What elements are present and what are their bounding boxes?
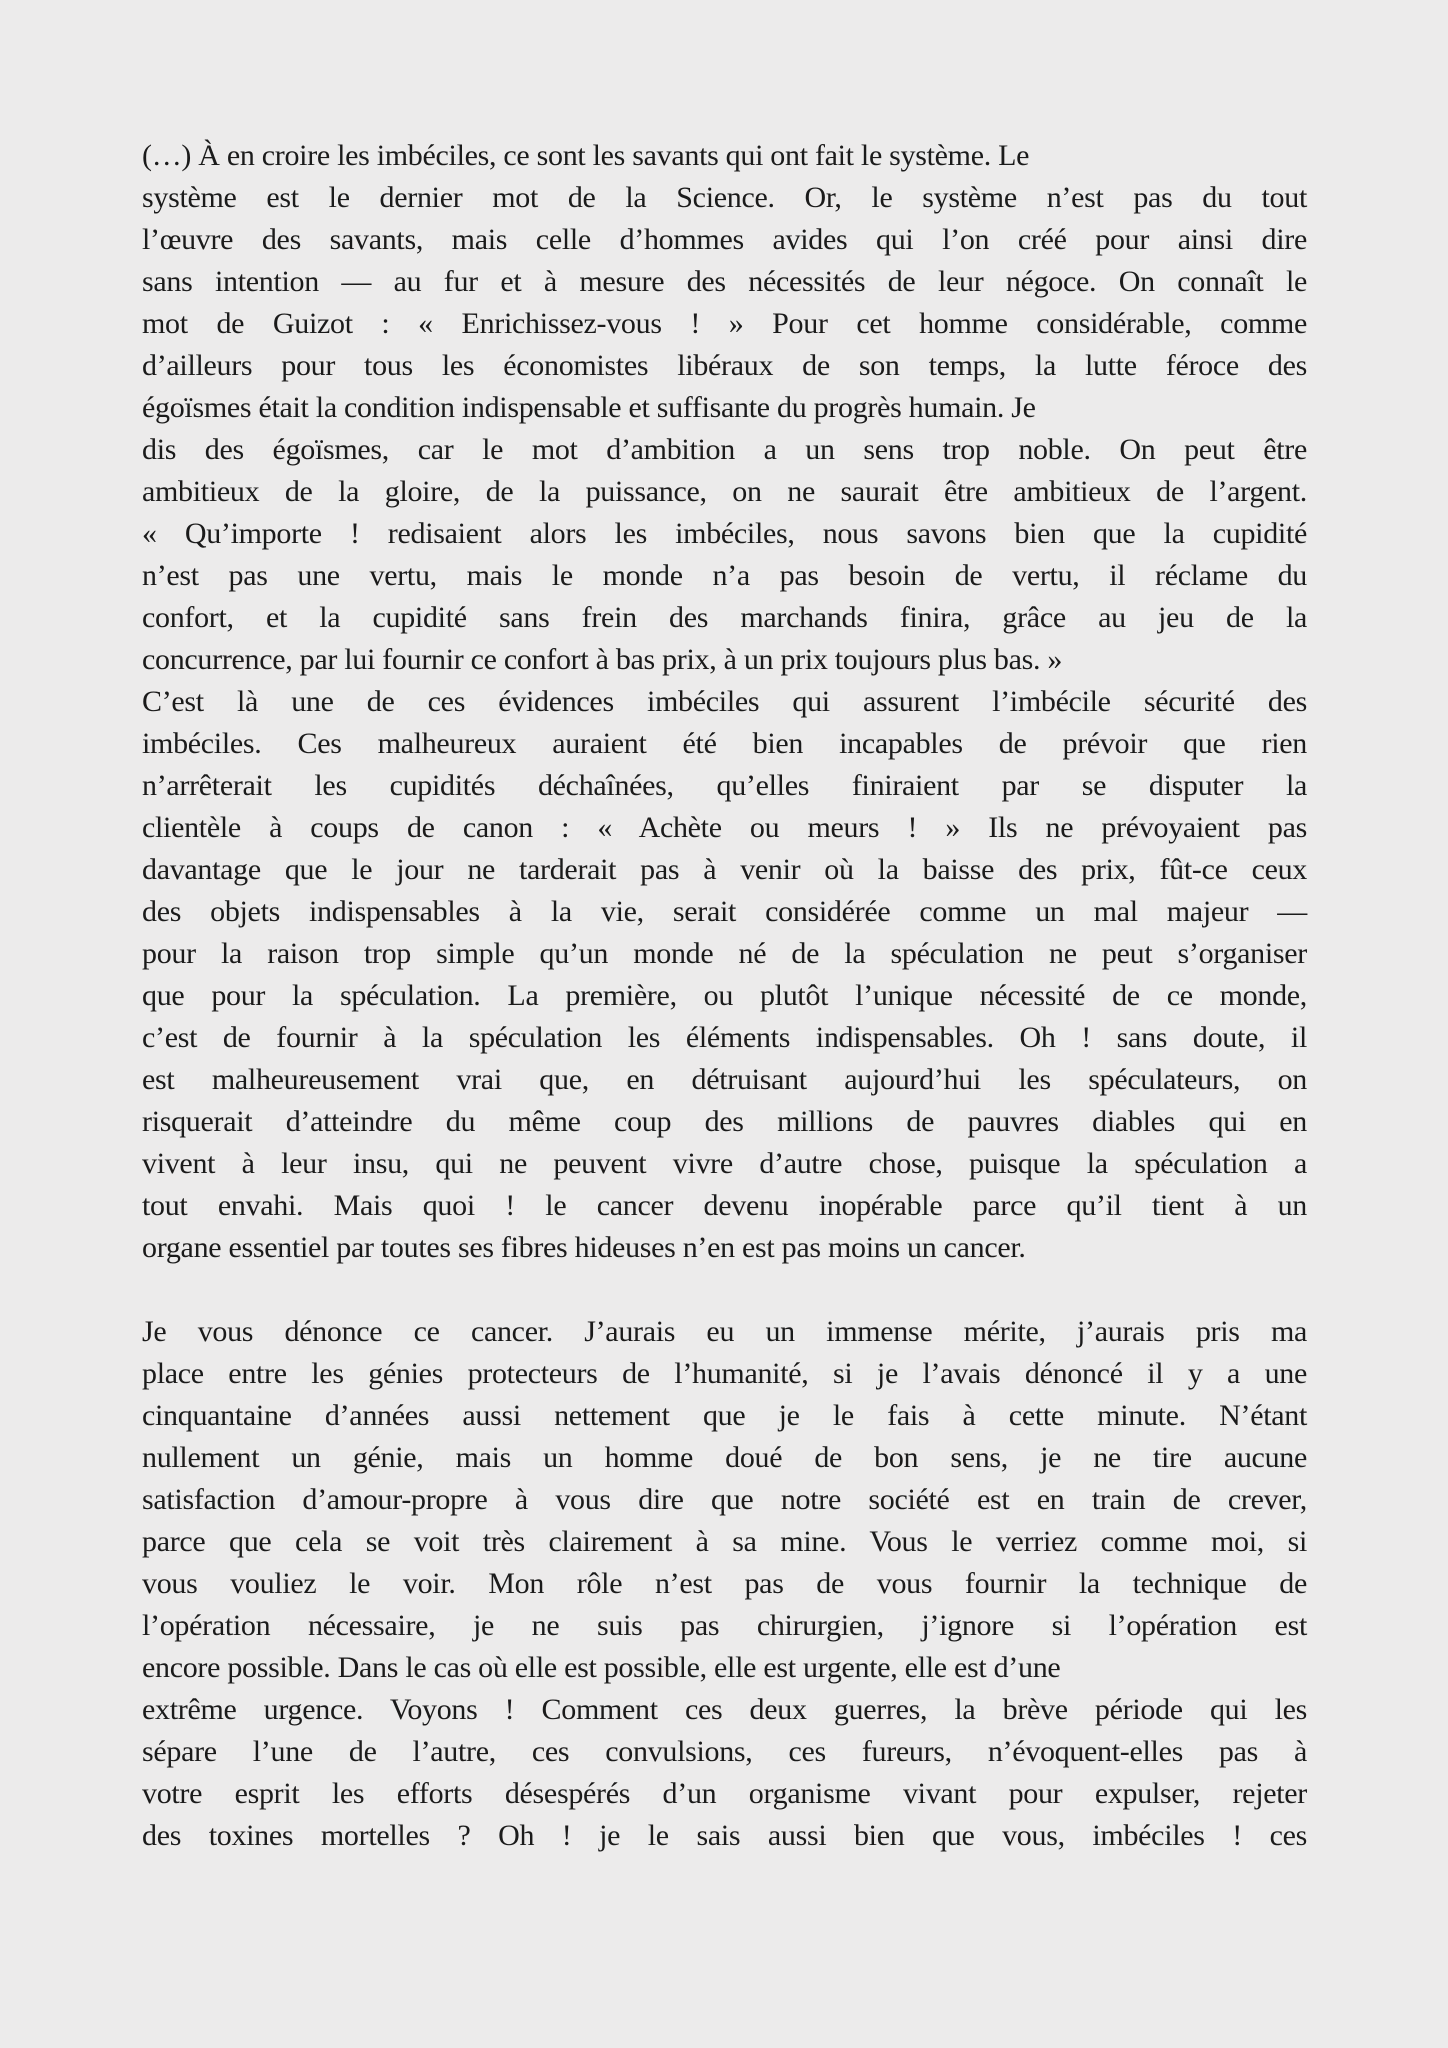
text-line: sans intention — au fur et à mesure des nécessités de leur négoce. On connaît le (142, 265, 1307, 298)
text-line: place entre les génies protecteurs de l’humanité, si je l’avais dénoncé il y a une (142, 1357, 1307, 1390)
text-line: extrême urgence. Voyons ! Comment ces deux guerres, la brève période qui les (142, 1693, 1307, 1726)
text-line: cinquantaine d’années aussi nettement que je le fais à cette minute. N’étant (142, 1399, 1307, 1432)
text-line: risquerait d’atteindre du même coup des millions de pauvres diables qui en (142, 1105, 1307, 1138)
text-line: mot de Guizot : « Enrichissez-vous ! » Pour cet homme considérable, comme (142, 307, 1307, 340)
text-line: confort, et la cupidité sans frein des marchands finira, grâce au jeu de la (142, 601, 1307, 634)
text-line: vivent à leur insu, qui ne peuvent vivre d’autre chose, puisque la spéculation a (142, 1147, 1307, 1180)
text-line: dis des égoïsmes, car le mot d’ambition a un sens trop noble. On peut être (142, 433, 1307, 466)
text-line: Je vous dénonce ce cancer. J’aurais eu un immense mérite, j’aurais pris ma (142, 1315, 1307, 1348)
text-line: davantage que le jour ne tarderait pas à venir où la baisse des prix, fût-ce ceux (142, 853, 1307, 886)
text-line: l’opération nécessaire, je ne suis pas chirurgien, j’ignore si l’opération est (142, 1609, 1307, 1642)
paragraph-2 (142, 1311, 1307, 1857)
paragraph-1 (142, 135, 1307, 1269)
text-line: satisfaction d’amour-propre à vous dire que notre société est en train de crever, (142, 1483, 1307, 1516)
text-line: organe essentiel par toutes ses fibres hideuses n’en est pas moins un cancer. (142, 1231, 1026, 1264)
text-line: des toxines mortelles ? Oh ! je le sais aussi bien que vous, imbéciles ! ces (142, 1819, 1307, 1852)
text-line: c’est de fournir à la spéculation les éléments indispensables. Oh ! sans doute, il (142, 1021, 1307, 1054)
text-line: (…) À en croire les imbéciles, ce sont les savants qui ont fait le système. Le (142, 139, 1030, 172)
text-line: votre esprit les efforts désespérés d’un organisme vivant pour expulser, rejeter (142, 1777, 1307, 1810)
text-line: parce que cela se voit très clairement à sa mine. Vous le verriez comme moi, si (142, 1525, 1307, 1558)
text-line: « Qu’importe ! redisaient alors les imbéciles, nous savons bien que la cupidité (142, 517, 1307, 550)
text-line: d’ailleurs pour tous les économistes libéraux de son temps, la lutte féroce des (142, 349, 1307, 382)
text-line: n’arrêterait les cupidités déchaînées, qu’elles finiraient par se disputer la (142, 769, 1307, 802)
text-line: n’est pas une vertu, mais le monde n’a pas besoin de vertu, il réclame du (142, 559, 1307, 592)
text-line: égoïsmes était la condition indispensable et suffisante du progrès humain. Je (142, 391, 1036, 424)
text-line: que pour la spéculation. La première, ou plutôt l’unique nécessité de ce monde, (142, 979, 1307, 1012)
text-line: vous vouliez le voir. Mon rôle n’est pas de vous fournir la technique de (142, 1567, 1307, 1600)
text-line: imbéciles. Ces malheureux auraient été bien incapables de prévoir que rien (142, 727, 1307, 760)
text-line: l’œuvre des savants, mais celle d’hommes avides qui l’on créé pour ainsi dire (142, 223, 1307, 256)
text-line: nullement un génie, mais un homme doué de bon sens, je ne tire aucune (142, 1441, 1307, 1474)
text-line: des objets indispensables à la vie, serait considérée comme un mal majeur — (142, 895, 1307, 928)
text-line: ambitieux de la gloire, de la puissance, on ne saurait être ambitieux de l’argent. (142, 475, 1307, 508)
text-line: est malheureusement vrai que, en détruisant aujourd’hui les spéculateurs, on (142, 1063, 1307, 1096)
text-line: concurrence, par lui fournir ce confort à bas prix, à un prix toujours plus bas. » (142, 643, 1063, 676)
text-line: pour la raison trop simple qu’un monde né de la spéculation ne peut s’organiser (142, 937, 1307, 970)
text-line: C’est là une de ces évidences imbéciles qui assurent l’imbécile sécurité des (142, 685, 1307, 718)
text-line: encore possible. Dans le cas où elle est possible, elle est urgente, elle est d’une (142, 1651, 1061, 1684)
text-line: système est le dernier mot de la Science. Or, le système n’est pas du tout (142, 181, 1307, 214)
text-line: sépare l’une de l’autre, ces convulsions, ces fureurs, n’évoquent-elles pas à (142, 1735, 1307, 1768)
text-line: clientèle à coups de canon : « Achète ou meurs ! » Ils ne prévoyaient pas (142, 811, 1307, 844)
text-line: tout envahi. Mais quoi ! le cancer devenu inopérable parce qu’il tient à un (142, 1189, 1307, 1222)
